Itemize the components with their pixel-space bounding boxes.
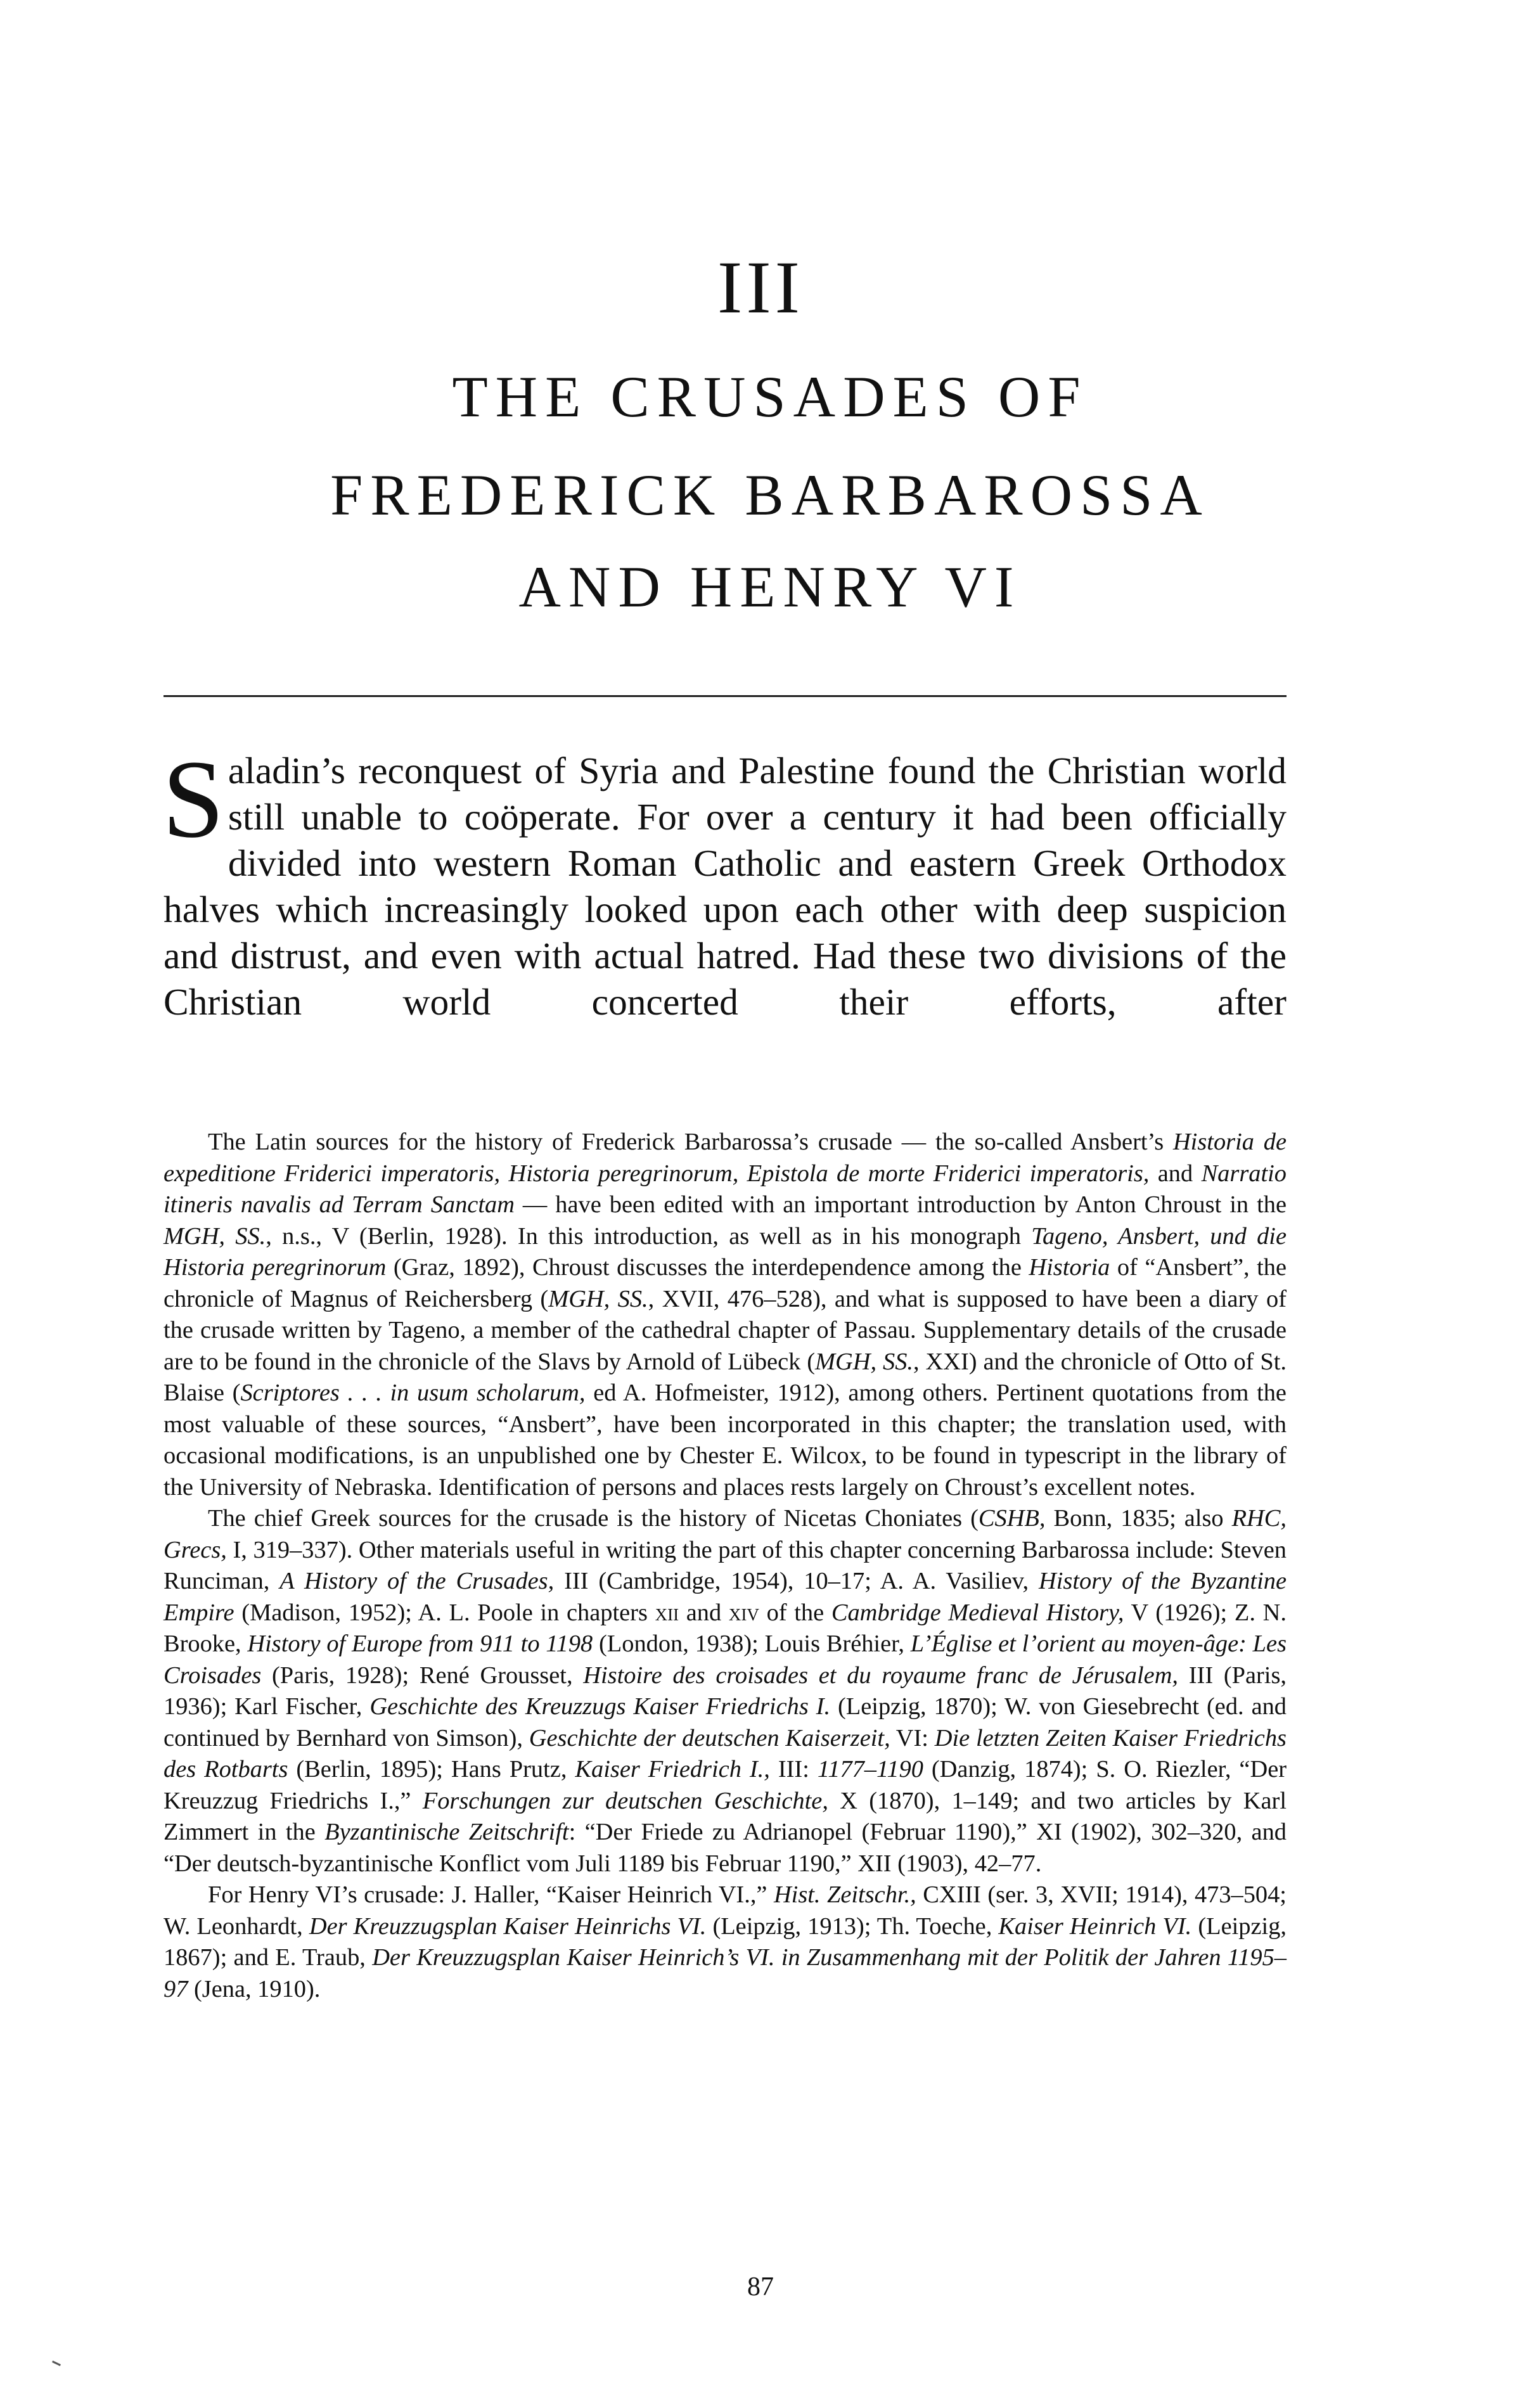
chapter-title-line-3: AND HENRY VI	[518, 554, 1022, 619]
footnote-paragraph-2: The chief Greek sources for the crusade is the history of Nicetas Choniates (CSHB, Bonn, 1835; also RHC, Grecs, I, 319–337). Other materials useful in writing the part of this chapter concerning Barbarossa include: Steven Runciman, A History of the Crusades, III (Cambridge, 1954), 10–17; A. A. Vasiliev, History of the Byzantine Empire (Madison, 1952); A. L. Poole in chapters xii and xiv of the Cambridge Medieval History, V (1926); Z. N. Brooke, History of Europe from 911 to 1198 (London, 1938); Louis Bréhier, L’Église et l’orient au moyen-âge: Les Croisades (Paris, 1928); René Grousset, Histoire des croisades et du royaume franc de Jérusalem, III (Paris, 1936); Karl Fischer, Geschichte des Kreuzzugs Kaiser Friedrichs I. (Leipzig, 1870); W. von Giesebrecht (ed. and continued by Bernhard von Simson), Geschichte der deutschen Kaiserzeit, VI: Die letzten Zeiten Kaiser Friedrichs des Rotbarts (Berlin, 1895); Hans Prutz, Kaiser Friedrich I., III: 1177–1190 (Danzig, 1874); S. O. Riezler, “Der Kreuzzug Friedrichs I.,” Forschungen zur deutschen Geschichte, X (1870), 1–149; and two articles by Karl Zimmert in the Byzantinische Zeitschrift: “Der Friede zu Adrianopel (Februar 1190),” XI (1902), 302–320, and “Der deutsch-byzantinische Konflict vom Juli 1189 bis Februar 1190,” XII (1903), 42–77.	[164, 1505, 1287, 1877]
page-number: 87	[747, 2272, 774, 2302]
footnotes	[164, 1127, 1287, 2005]
chapter-title-line-1: THE CRUSADES OF	[452, 364, 1088, 429]
opening-paragraph-text: aladin’s reconquest of Syria and Palestine found the Christian world still unable to coöperate. For over a century it had been officially divided into western Roman Catholic and eastern Greek Orthodox halves which increasingly looked upon each other with deep suspicion and distrust, and even with actual hatred. Had these two divisions of the Christian world concerted their efforts, after	[164, 750, 1287, 1023]
footnote-paragraph-3: For Henry VI’s crusade: J. Haller, “Kaiser Heinrich VI.,” Hist. Zeitschr., CXIII (ser. 3, XVII; 1914), 473–504; W. Leonhardt, Der Kreuzzugsplan Kaiser Heinrichs VI. (Leipzig, 1913); Th. Toeche, Kaiser Heinrich VI. (Leipzig, 1867); and E. Traub, Der Kreuzzugsplan Kaiser Heinrich’s VI. in Zusammenhang mit der Politik der Jahren 1195–97 (Jena, 1910).	[164, 1881, 1287, 2002]
scan-speck	[52, 2360, 61, 2366]
drop-cap: S	[162, 738, 224, 861]
chapter-number: III	[717, 246, 804, 329]
opening-paragraph	[162, 738, 1287, 1025]
chapter-title-line-2: FREDERICK BARBAROSSA	[330, 463, 1210, 527]
footnote-paragraph-1: The Latin sources for the history of Frederick Barbarossa’s crusade — the so-called Ansbert’s Historia de expeditione Friderici imperatoris, Historia peregrinorum, Epistola de morte Friderici imperatoris, and Narratio itineris navalis ad Terram Sanctam — have been edited with an important introduction by Anton Chroust in the MGH, SS., n.s., V (Berlin, 1928). In this introduction, as well as in his monograph Tageno, Ansbert, und die Historia peregrinorum (Graz, 1892), Chroust discusses the interdependence among the Historia of “Ansbert”, the chronicle of Magnus of Reichersberg (MGH, SS., XVII, 476–528), and what is supposed to have been a diary of the crusade written by Tageno, a member of the cathedral chapter of Passau. Supplementary details of the crusade are to be found in the chronicle of the Slavs by Arnold of Lübeck (MGH, SS., XXI) and the chronicle of Otto of St. Blaise (Scriptores . . . in usum scholarum, ed A. Hofmeister, 1912), among others. Pertinent quotations from the most valuable of these sources, “Ansbert”, have been incorporated in this chapter; the translation used, with occasional modifications, is an unpublished one by Chester E. Wilcox, to be found in typescript in the library of the University of Nebraska. Identification of persons and places rests largely on Chroust’s excellent notes.	[164, 1129, 1287, 1501]
title-rule	[164, 695, 1287, 697]
